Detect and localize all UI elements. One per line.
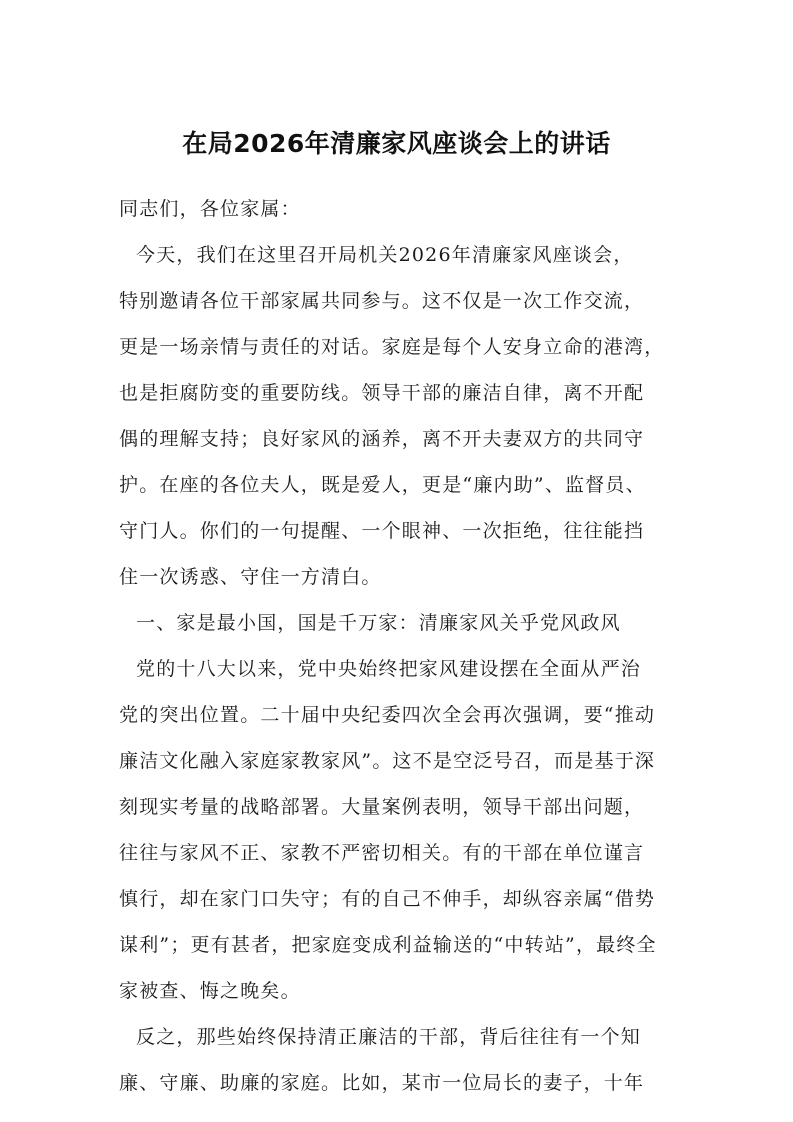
text-line: 同志们，各位家属： — [119, 198, 301, 220]
text-line: 反之，那些始终保持清正廉洁的干部，背后往往有一个知 — [136, 1026, 642, 1048]
section-heading: 一、家是最小国，国是千万家：清廉家风关乎党风政风 — [136, 612, 621, 634]
text-line: 也是拒腐防变的重要防线。领导干部的廉洁自律，离不开配 — [119, 382, 645, 404]
text-line: 廉洁文化融入家庭家教家风”。这不是空泛号召，而是基于深 — [119, 750, 656, 772]
text-line: 慎行，却在家门口失守；有的自己不伸手，却纵容亲属“借势 — [119, 888, 656, 910]
text-line: 特别邀请各位干部家属共同参与。这不仅是一次工作交流， — [119, 290, 645, 312]
text-line: 往往与家风不正、家教不严密切相关。有的干部在单位谨言 — [119, 842, 645, 864]
text-line: 守门人。你们的一句提醒、一个眼神、一次拒绝，往往能挡 — [119, 520, 645, 542]
text-line: 谋利”；更有甚者，把家庭变成利益输送的“中转站”，最终全 — [119, 934, 657, 956]
text-line: 党的十八大以来，党中央始终把家风建设摆在全面从严治 — [136, 658, 642, 680]
text-line: 家被查、悔之晚矣。 — [119, 980, 301, 1002]
text-line: 偶的理解支持；良好家风的涵养，离不开夫妻双方的共同守 — [119, 428, 645, 450]
document-title: 在局2026年清廉家风座谈会上的讲话 — [182, 129, 611, 158]
text-line: 今天，我们在这里召开局机关2026年清廉家风座谈会， — [136, 244, 634, 266]
text-line: 更是一场亲情与责任的对话。家庭是每个人安身立命的港湾， — [119, 336, 665, 358]
text-line: 刻现实考量的战略部署。大量案例表明，领导干部出问题， — [119, 796, 645, 818]
text-line: 廉、守廉、助廉的家庭。比如，某市一位局长的妻子，十年 — [119, 1072, 645, 1094]
text-line: 护。在座的各位夫人，既是爱人，更是“廉内助”、监督员、 — [119, 474, 646, 496]
text-line: 党的突出位置。二十届中央纪委四次全会再次强调，要“推动 — [119, 704, 656, 726]
text-line: 住一次诱惑、守住一方清白。 — [119, 566, 382, 588]
